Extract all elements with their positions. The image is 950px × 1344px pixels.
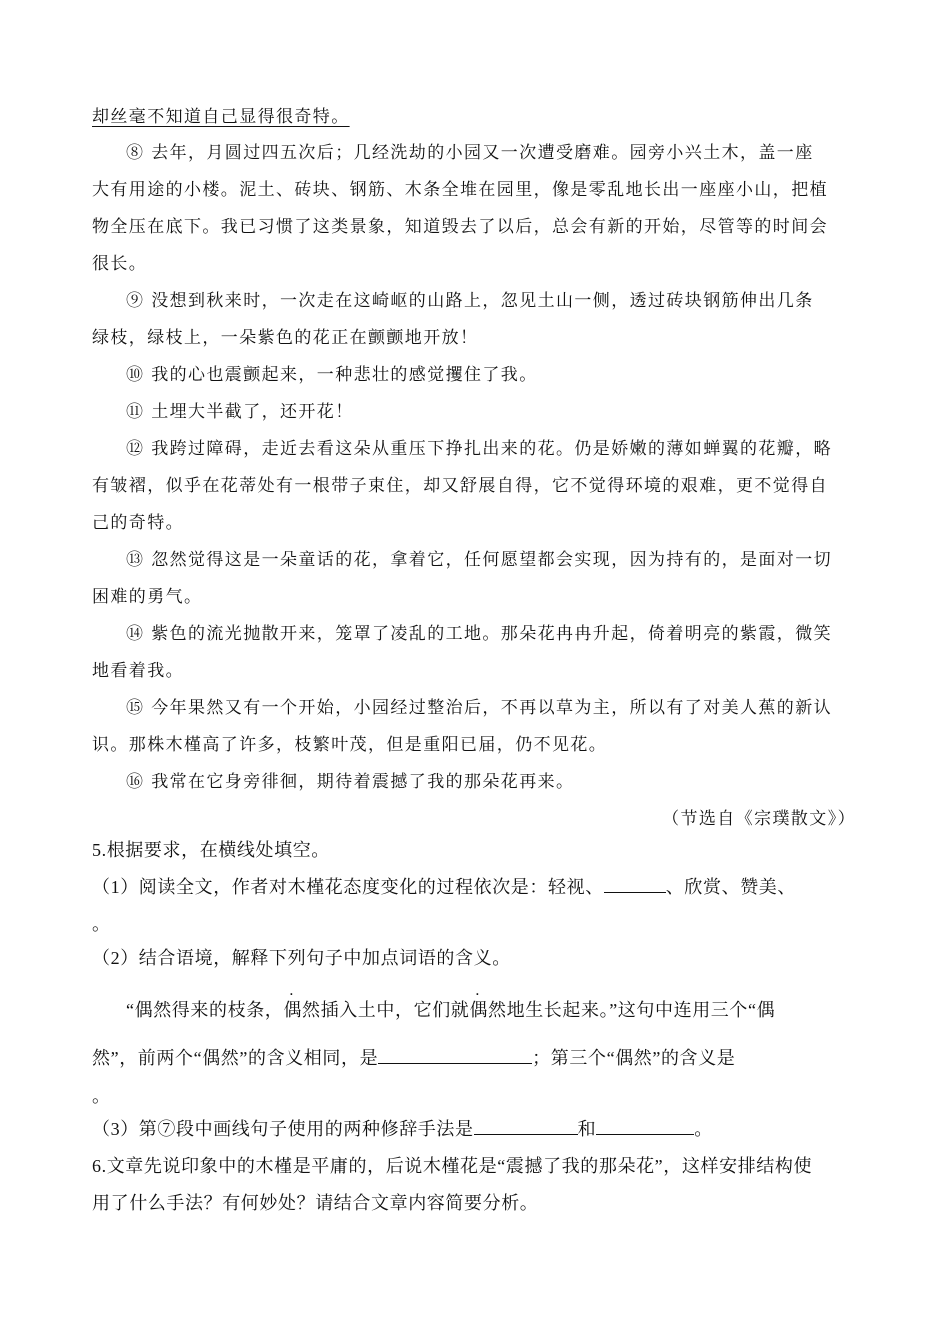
paragraph-8-line-3: 物全压在底下。我已习惯了这类景象，知道毁去了以后，总会有新的开始，尽管等的时间会 <box>92 217 828 237</box>
answer-blank-2[interactable] <box>378 1049 532 1064</box>
paragraph-11: ⑪ 土埋大半截了，还开花！ <box>126 402 354 422</box>
paragraph-15-line-2: 识。那株木槿高了许多，枝繁叶茂，但是重阳已届，仍不见花。 <box>92 735 608 755</box>
q5-1-text-b: 、欣赏、赞美、 <box>665 877 796 897</box>
paragraph-8-line-2: 大有用途的小楼。泥土、砖块、钢筋、木条全堆在园里，像是零乱地长出一座座小山，把植 <box>92 180 828 200</box>
paragraph-12-line-2: 有皱褶，似乎在花蒂处有一根带子束住，却又舒展自得，它不觉得环境的艰难，更不觉得自 <box>92 476 828 496</box>
paragraph-9-line-1: ⑨ 没想到秋来时，一次走在这崎岖的山路上，忽见土山一侧，透过砖块钢筋伸出几条 <box>126 291 814 311</box>
underlined-sentence: 却丝毫不知道自己显得很奇特。 <box>92 107 350 127</box>
question-5-3 <box>92 1115 862 1141</box>
question-6-line-2: 用了什么手法？有何妙处？请结合文章内容简要分析。 <box>92 1193 539 1213</box>
question-5-2: （2）结合语境，解释下列句子中加点词语的含义。 <box>92 948 511 968</box>
source-citation: （节选自《宗璞散文》） <box>662 809 856 829</box>
answer-blank-1[interactable] <box>604 878 666 893</box>
paragraph-13-line-1: ⑬ 忽然觉得这是一朵童话的花，拿着它，任何愿望都会实现，因为持有的，是面对一切 <box>126 550 833 570</box>
q5-3-text-a: （3）第⑦段中画线句子使用的两种修辞手法是 <box>92 1119 474 1139</box>
paragraph-12-line-1: ⑫ 我跨过障碍，走近去看这朵从重压下挣扎出来的花。仍是娇嫩的薄如蝉翼的花瓣，略 <box>126 439 833 459</box>
question-5-2-quote <box>126 996 856 1022</box>
question-5-1 <box>92 873 862 899</box>
paragraph-12-line-3: 己的奇特。 <box>92 513 184 533</box>
q5-1-end: 。 <box>92 914 111 934</box>
paragraph-10: ⑩ 我的心也震颤起来，一种悲壮的感觉攫住了我。 <box>126 365 538 385</box>
q5-1-text-a: （1）阅读全文，作者对木槿花态度变化的过程依次是：轻视、 <box>92 877 604 897</box>
dotted-word-1: 偶然 <box>283 1000 321 1020</box>
paragraph-15-line-1: ⑮ 今年果然又有一个开始，小园经过整治后，不再以草为主，所以有了对美人蕉的新认 <box>126 698 833 718</box>
paragraph-13-line-2: 困难的勇气。 <box>92 587 203 607</box>
q5-2-text-a: 然”，前两个“偶然”的含义相同，是 <box>92 1048 379 1068</box>
paragraph-16: ⑯ 我常在它身旁徘徊，期待着震撼了我的那朵花再来。 <box>126 772 575 792</box>
paragraph-9-line-2: 绿枝，绿枝上，一朵紫色的花正在颤颤地开放！ <box>92 328 479 348</box>
quote-part-2: 插入土中，它们就 <box>320 1000 470 1020</box>
question-5-title: 5.根据要求，在横线处填空。 <box>92 840 330 860</box>
answer-blank-3[interactable] <box>474 1120 578 1135</box>
paragraph-8-line-1: ⑧ 去年，月圆过四五次后；几经洗劫的小园又一次遭受磨难。园旁小兴土木，盖一座 <box>126 143 814 163</box>
q5-3-text-b: 和 <box>577 1119 597 1139</box>
paragraph-14-line-1: ⑭ 紫色的流光抛散开来，笼罩了凌乱的工地。那朵花冉冉升起，倚着明亮的紫霞，微笑 <box>126 624 833 644</box>
dotted-word-2: 偶然 <box>469 1000 507 1020</box>
answer-blank-4[interactable] <box>596 1120 694 1135</box>
quote-part-3: 地生长起来。”这句中连用三个“偶 <box>506 1000 776 1020</box>
q5-2-text-b: ；第三个“偶然”的含义是 <box>532 1048 736 1068</box>
q5-2-end: 。 <box>92 1086 111 1106</box>
paragraph-14-line-2: 地看着我。 <box>92 661 184 681</box>
quote-part-1: “偶然得来的枝条， <box>126 1000 284 1020</box>
question-6-line-1: 6.文章先说印象中的木槿是平庸的，后说木槿花是“震撼了我的那朵花”，这样安排结构使 <box>92 1156 813 1176</box>
question-5-2-line-2 <box>92 1044 862 1070</box>
paragraph-8-line-4: 很长。 <box>92 254 148 274</box>
q5-3-text-c: 。 <box>694 1119 713 1139</box>
